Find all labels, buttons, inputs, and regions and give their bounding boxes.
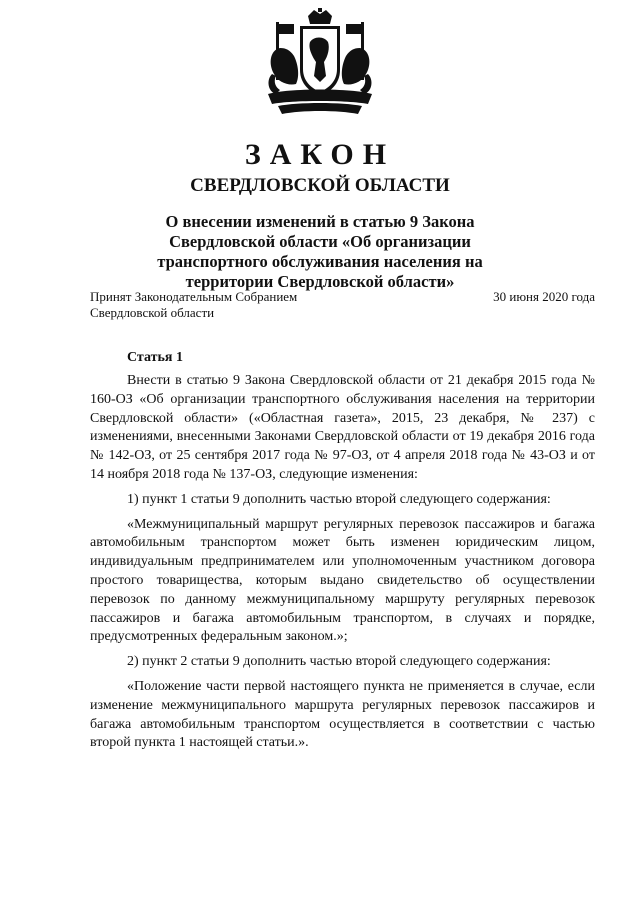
paragraph: Внести в статью 9 Закона Свердловской области от 21 декабря 2015 года № 160-ОЗ «Об организации транспортного обслуживания населения на территории Свердловской области» («Областная газета», 2015, 23 декабря, № 237) с изменениями, внесенными Законами Свердловской области от 19 декабря 2016 года № 142-ОЗ, от 25 сентября 2017 года № 97-ОЗ, от 4 апреля 2018 года № 43-ОЗ и от 14 ноября 2018 года № 137-ОЗ, следующие изменения: bbox=[90, 373, 595, 482]
adoption-note bbox=[90, 289, 297, 321]
article-heading: Статья 1 bbox=[127, 350, 183, 365]
paragraph: 2) пункт 2 статьи 9 дополнить частью второй следующего содержания: bbox=[127, 654, 551, 670]
document-body bbox=[90, 348, 595, 753]
adoption-line-1: Принят Законодательным Собранием bbox=[90, 289, 298, 304]
law-heading: ЗАКОН bbox=[244, 138, 396, 171]
coat-of-arms-icon bbox=[258, 8, 382, 120]
paragraph: «Положение части первой настоящего пункта не применяется в случае, если изменение межмуниципального маршрута регулярных перевозок пассажиров и багажа автомобильным транспортом осуществляется в соответствии с частью второй пункта 1 настоящей статьи.». bbox=[90, 678, 595, 751]
adoption-line-2: Свердловской области bbox=[90, 305, 215, 320]
paragraph: «Межмуниципальный маршрут регулярных перевозок пассажиров и багажа автомобильным транспортом может быть изменен юридическим лицом, индивидуальным предпринимателем или уполномоченным участником договора простого товарищества, которым выдано свидетельство об осуществлении перевозок по данному межмуниципальному маршруту регулярных перевозок пассажиров и багажа автомобильным транспортом, в случаях и порядке, предусмотренных федеральным законом.»; bbox=[90, 516, 595, 645]
law-title: О внесении изменений в статью 9 Закона Свердловской области «Об организации транспортного обслуживания населения на территории Свердловской области» bbox=[157, 212, 483, 291]
adoption-date: 30 июня 2020 года bbox=[493, 289, 595, 304]
paragraph: 1) пункт 1 статьи 9 дополнить частью второй следующего содержания: bbox=[127, 491, 551, 507]
region-heading: СВЕРДЛОВСКОЙ ОБЛАСТИ bbox=[190, 175, 450, 196]
